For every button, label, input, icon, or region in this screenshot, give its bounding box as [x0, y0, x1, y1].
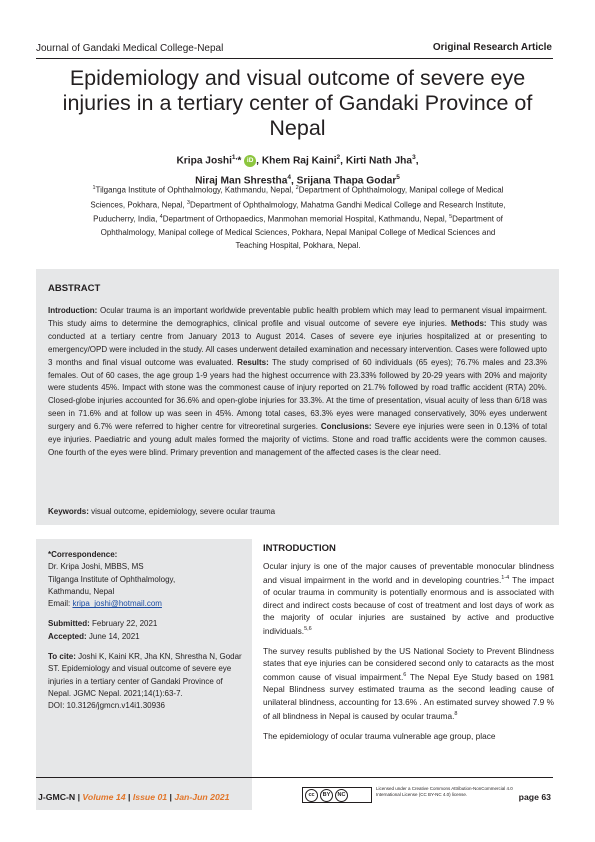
keywords-text: visual outcome, epidemiology, severe ocular trauma — [88, 507, 276, 516]
doi: DOI: 10.3126/jgmcn.v14i1.30936 — [48, 701, 165, 711]
abstract-label: Introduction: — [48, 306, 98, 315]
affil-sup: 5 — [449, 214, 453, 221]
affil-text: Tilganga Institute of Ophthalmology, Kathmandu, Nepal, — [95, 185, 296, 195]
cc-license-badge[interactable] — [302, 787, 372, 803]
correspondence-box — [36, 539, 252, 810]
correspondence-city: Kathmandu, Nepal — [48, 586, 115, 596]
citation — [48, 651, 246, 700]
submitted-line — [48, 618, 246, 630]
author-sup: 1, — [231, 154, 238, 161]
footer-issue: Issue 01 — [132, 792, 168, 802]
abstract-text: Severe eye injuries were seen in 0.13% of total eye injuries. Paediatric and young adult males formed the majority of victims. Stone and road traffic accidents were the common causes. One fourth of the eyes were blind. Primary prevention and management of the affected cases is the clear need. — [48, 422, 548, 457]
header-rule — [36, 58, 553, 59]
introduction-heading: INTRODUCTION — [263, 543, 336, 554]
affil-sup: 1 — [92, 185, 96, 191]
paragraph-text: Ocular injury is one of the major causes of preventable monocular blindness and visual impairment in the world and in developing countries. — [263, 561, 554, 586]
keywords — [48, 507, 275, 516]
orcid-icon[interactable]: iD — [244, 155, 256, 167]
citation-ref[interactable]: 5,6 — [304, 626, 312, 633]
license-text: Licensed under a Creative Commons Attribution-NonCommercial 4.0 International License (CC BY-NC 4.0) license. — [376, 786, 513, 797]
paragraph — [263, 560, 554, 637]
affil-sup: 4 — [159, 214, 163, 221]
spacer — [48, 643, 246, 651]
abstract-text: The study comprised of 60 individuals (65 eyes); 76.7% males and 23.3% females. Out of 60 cases, the age group 1-9 years had the highest occurrence with 23.33% followed by 20-29 years with 20% and majority were students 45%. Impact with stone was the commonest cause of injury reported on 21.7% followed by road traffic accident (RTA) 20%. Closed-globe injuries accounted for 36.6% and open-globe injuries for 33.3%. At the time of presentation, visual acuity of less than 6/18 was seen in 71.6% and at follow up was seen in 45%. Among total cases, 63.3% eyes were managed conservatively, 30% eyes underwent surgery and 6.7% were referred to higher centre for vitreoretinal surgeries. — [48, 357, 547, 432]
correspondence-name: Dr. Kripa Joshi, MBBS, MS — [48, 562, 144, 572]
affil-text: Department of Ophthalmology, Manipal college of Medical Sciences, Pokhara, Nepal Manipal College of Medical Sciences and Teaching Hospital, Pokhara, Nepal. — [100, 214, 503, 250]
abstract-box — [36, 269, 559, 525]
citation-ref[interactable]: 6 — [403, 672, 407, 679]
accepted-date: June 14, 2021 — [86, 631, 140, 641]
author-name: Srijana Thapa Godar — [296, 175, 397, 187]
citation-ref[interactable]: 8 — [454, 711, 458, 718]
introduction-body — [263, 560, 554, 749]
abstract-label: Methods: — [451, 318, 487, 328]
affil-sup: 3 — [186, 199, 190, 206]
affil-text: Department of Orthopaedics, Manmohan memorial Hospital, Kathmandu, Nepal, — [162, 214, 450, 224]
by-icon: BY — [320, 789, 333, 802]
abstract-text: This study was conducted at a tertiary centre from January 2013 to August 2014. Cases of severe eye injuries hospitalized at or presenting to emergency/OPD were included in the study. All cases underwent detailed examination and necessary intervention. Cases were followed upto 3 months and final visual outcome was evaluated. — [48, 318, 547, 367]
author-name: Niraj Man Shrestha — [195, 175, 288, 187]
author-list: Kripa Joshi$^{1,}$* iD , Khem Raj Kaini$^2$, Kirti Nath Jha$^3$, Niraj Man Shrestha$^4$, Srijana Thapa Godar$^5$ — [176, 154, 419, 187]
affil-text: Department of Ophthalmology, Mahatma Gandhi Medical College and Research Institute, Puducherry, India, — [93, 200, 506, 224]
author-name: Khem Raj Kaini — [261, 155, 337, 167]
keywords-label: Keywords: — [48, 507, 89, 516]
accepted-label: Accepted: — [48, 631, 87, 641]
correspondence-email-line — [48, 598, 246, 610]
submitted-label: Submitted: — [48, 619, 90, 629]
footer-rule — [36, 777, 553, 778]
abstract-body — [48, 305, 547, 460]
article-type: Original Research Article — [432, 42, 552, 53]
paragraph-text: The survey results published by the US National Society to Prevent Blindness states that eye injuries can be considered second only to cataracts as the most common cause of visual impairment. — [263, 645, 554, 683]
affiliations — [84, 182, 512, 252]
footer-sep: | — [167, 792, 175, 802]
abstract-label: Conclusions: — [320, 422, 372, 432]
footer-volume: Volume 14 — [82, 792, 126, 802]
submitted-date: February 22, 2021 — [89, 619, 158, 629]
cite-text: Joshi K, Kaini KR, Jha KN, Shrestha N, Godar ST. Epidemiology and visual outcome of severe eye injuries in a tertiary center of Gandaki Province of Nepal. JGMC Nepal. 2021;14(1):63-7. — [48, 652, 242, 698]
author-sup: 3 — [412, 154, 416, 161]
author-name: Kripa Joshi — [176, 155, 232, 167]
correspondence-inst: Tilganga Institute of Ophthalmology, — [48, 574, 176, 584]
email-label: Email: — [48, 599, 73, 609]
journal-name: Journal of Gandaki Medical College-Nepal — [36, 43, 224, 54]
affil-sup: 2 — [295, 185, 299, 191]
cc-icon: cc — [305, 789, 318, 802]
paragraph-text: The Nepal Eye Study based on 1981 Nepal Blindness survey estimated trauma as the second leading cause of unilateral blindness, accounting for 13.6% . An estimated survey showed 7.9 % of all blindness in Nepal is caused by ocular trauma. — [263, 672, 554, 721]
footer-sep: | — [125, 792, 133, 802]
abstract-text: Ocular trauma is an important worldwide preventable public health problem which may lead to permanent visual impairment. This study aims to determine the demographics, clinical profile and visual outcome of severe eye injuries. — [48, 306, 547, 328]
author-sup: 4 — [287, 174, 291, 182]
abstract-label: Results: — [237, 357, 269, 367]
footer-date: Jan-Jun 2021 — [174, 792, 230, 802]
correspondence-content — [48, 549, 246, 713]
correspondence-heading: *Correspondence: — [48, 550, 118, 559]
affil-text: Department of Ophthalmology, Manipal college of Medical Sciences, Pokhara, Nepal, — [90, 185, 504, 210]
paragraph: The epidemiology of ocular trauma vulnerable age group, place — [263, 730, 496, 741]
footer-journal: J-GMC-N | — [38, 792, 83, 802]
spacer — [48, 610, 246, 618]
nc-icon: NC — [335, 789, 348, 802]
page-number: page 63 — [518, 792, 551, 802]
author-sup: 2 — [336, 154, 341, 161]
accepted-line — [48, 631, 246, 643]
article-title: Epidemiology and visual outcome of severe eye injuries in a tertiary center of Gandaki Province of Nepal — [62, 66, 533, 140]
abstract-heading: ABSTRACT — [48, 283, 101, 294]
author-sup: 5 — [396, 174, 400, 182]
email-link[interactable]: kripa_joshi@hotmail.com — [72, 599, 162, 609]
cite-label: To cite: — [48, 652, 76, 662]
author-name: Kirti Nath Jha — [345, 155, 413, 167]
paragraph-text: The impact of ocular trauma in community is potentially enormous and is associated with direct and indirect costs because of cost of treatment and lost days of work as the majority of ocular injuries are sustained by active and productive individuals. — [263, 575, 554, 637]
footer-citation — [38, 792, 229, 802]
citation-ref[interactable]: 1-4 — [501, 575, 510, 582]
paragraph — [263, 645, 554, 722]
